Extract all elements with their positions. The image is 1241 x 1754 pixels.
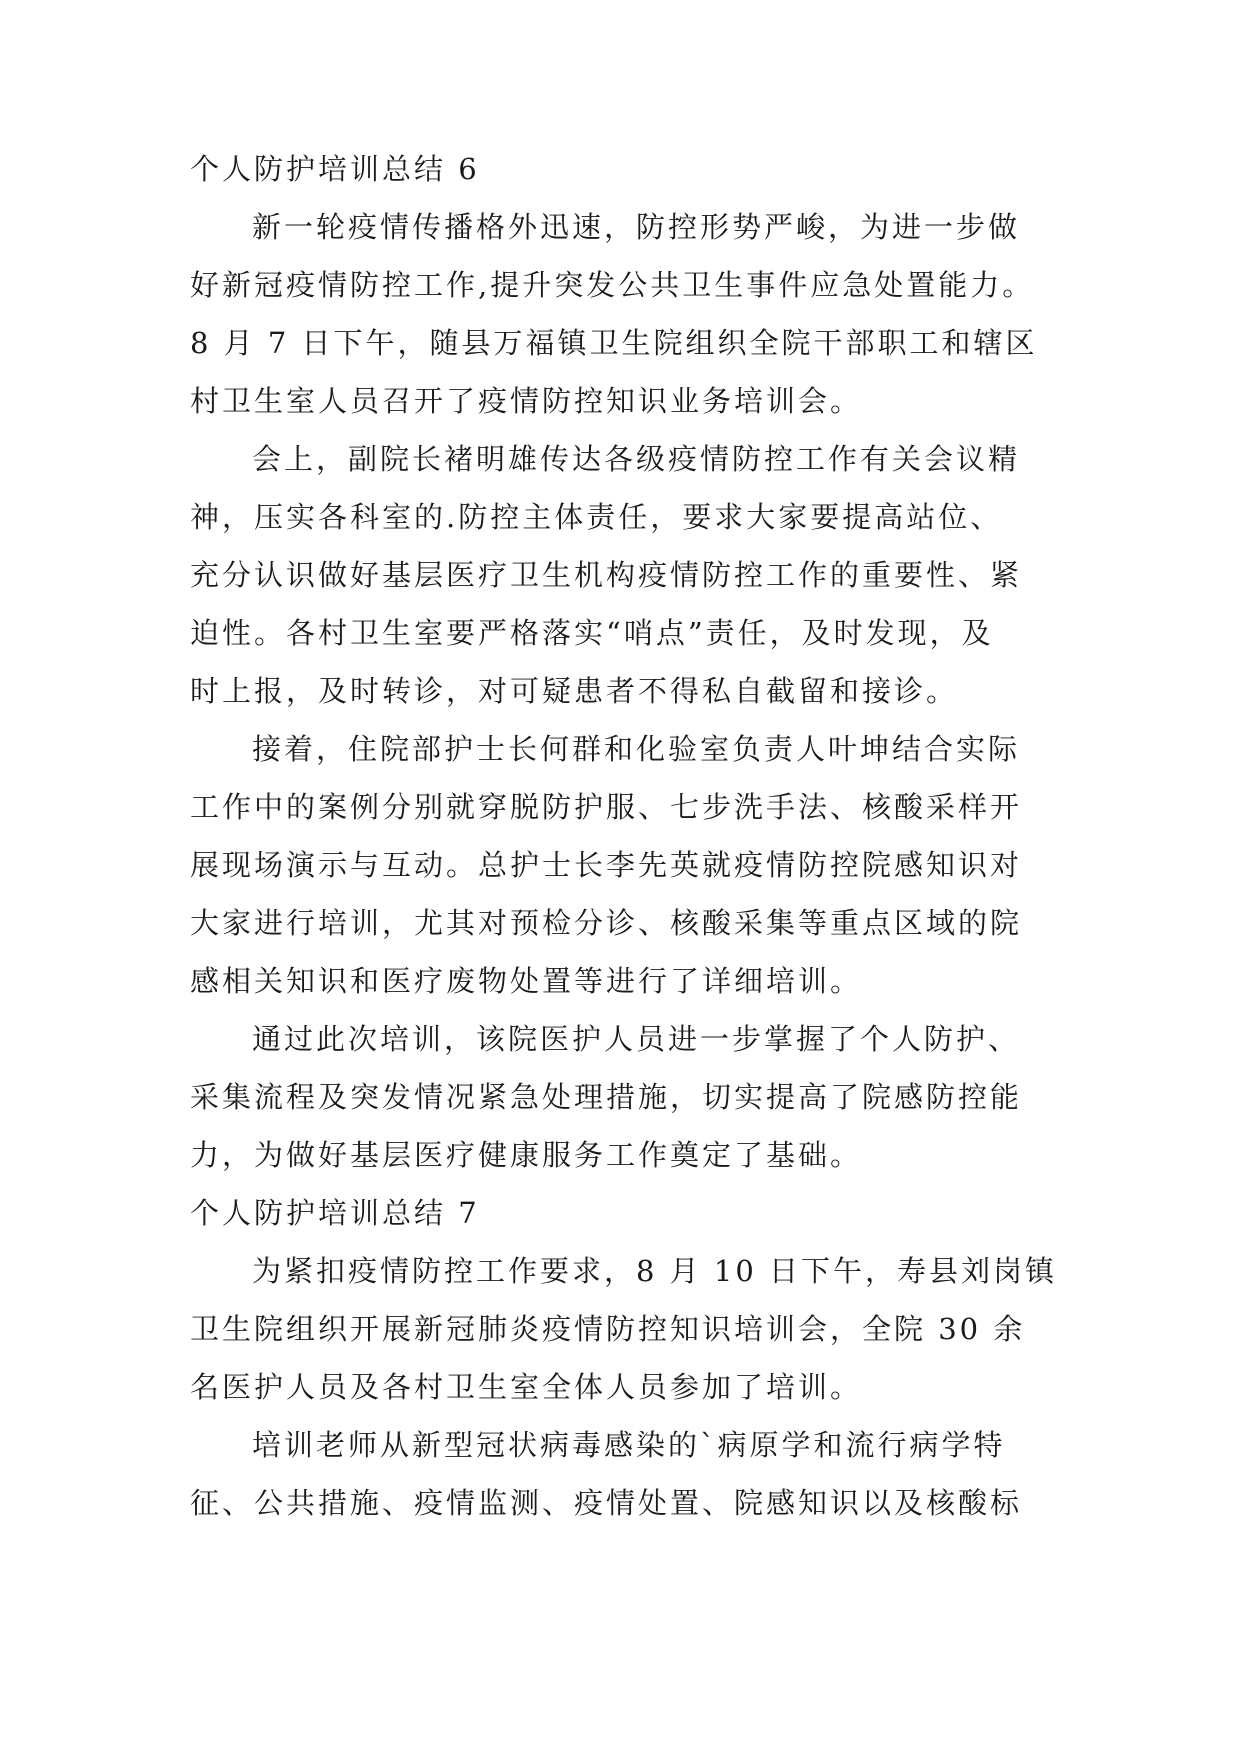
document-body: [190, 140, 1070, 1532]
paragraph-line: 好新冠疫情防控工作,提升突发公共卫生事件应急处置能力。: [190, 268, 1035, 302]
paragraph-line: 名医护人员及各村卫生室全体人员参加了培训。: [190, 1370, 863, 1404]
paragraph-line: 通过此次培训，该院医护人员进一步掌握了个人防护、: [252, 1022, 1021, 1056]
paragraph-line: 8 月 7 日下午，随县万福镇卫生院组织全院干部职工和辖区: [190, 326, 1038, 360]
paragraph-line: 工作中的案例分别就穿脱防护服、七步洗手法、核酸采样开: [190, 790, 1023, 824]
paragraph: [190, 430, 1070, 720]
paragraph-line: 征、公共措施、疫情监测、疫情处置、院感知识以及核酸标: [190, 1486, 1023, 1520]
paragraph-line: 接着，住院部护士长何群和化验室负责人叶坤结合实际: [252, 732, 1021, 766]
paragraph-line: 村卫生室人员召开了疫情防控知识业务培训会。: [190, 384, 863, 418]
paragraph-line: 大家进行培训，尤其对预检分诊、核酸采集等重点区域的院: [190, 906, 1023, 940]
paragraph: [190, 720, 1070, 1010]
section-heading: 个人防护培训总结 6: [190, 152, 480, 186]
paragraph-line: 培训老师从新型冠状病毒感染的`病原学和流行病学特: [252, 1428, 1006, 1462]
paragraph: [190, 1416, 1070, 1532]
paragraph-line: 时上报，及时转诊，对可疑患者不得私自截留和接诊。: [190, 674, 959, 708]
paragraph-line: 新一轮疫情传播格外迅速，防控形势严峻，为进一步做: [252, 210, 1021, 244]
paragraph: [190, 1242, 1070, 1416]
paragraph-line: 为紧扣疫情防控工作要求，8 月 10 日下午，寿县刘岗镇: [252, 1254, 1058, 1288]
paragraph-line: 采集流程及突发情况紧急处理措施，切实提高了院感防控能: [190, 1080, 1023, 1114]
paragraph-line: 感相关知识和医疗废物处置等进行了详细培训。: [190, 964, 863, 998]
paragraph-line: 展现场演示与互动。总护士长李先英就疫情防控院感知识对: [190, 848, 1023, 882]
paragraph-line: 卫生院组织开展新冠肺炎疫情防控知识培训会，全院 30 余: [190, 1312, 1026, 1346]
paragraph: [190, 1010, 1070, 1184]
paragraph-line: 充分认识做好基层医疗卫生机构疫情防控工作的重要性、紧: [190, 558, 1023, 592]
paragraph-line: 力，为做好基层医疗健康服务工作奠定了基础。: [190, 1138, 863, 1172]
paragraph: [190, 198, 1070, 430]
paragraph-line: 神，压实各科室的.防控主体责任，要求大家要提高站位、: [190, 500, 1003, 534]
paragraph-line: 会上，副院长褚明雄传达各级疫情防控工作有关会议精: [252, 442, 1021, 476]
paragraph-line: 迫性。各村卫生室要严格落实“哨点”责任，及时发现，及: [190, 616, 994, 650]
section-heading: 个人防护培训总结 7: [190, 1196, 480, 1230]
